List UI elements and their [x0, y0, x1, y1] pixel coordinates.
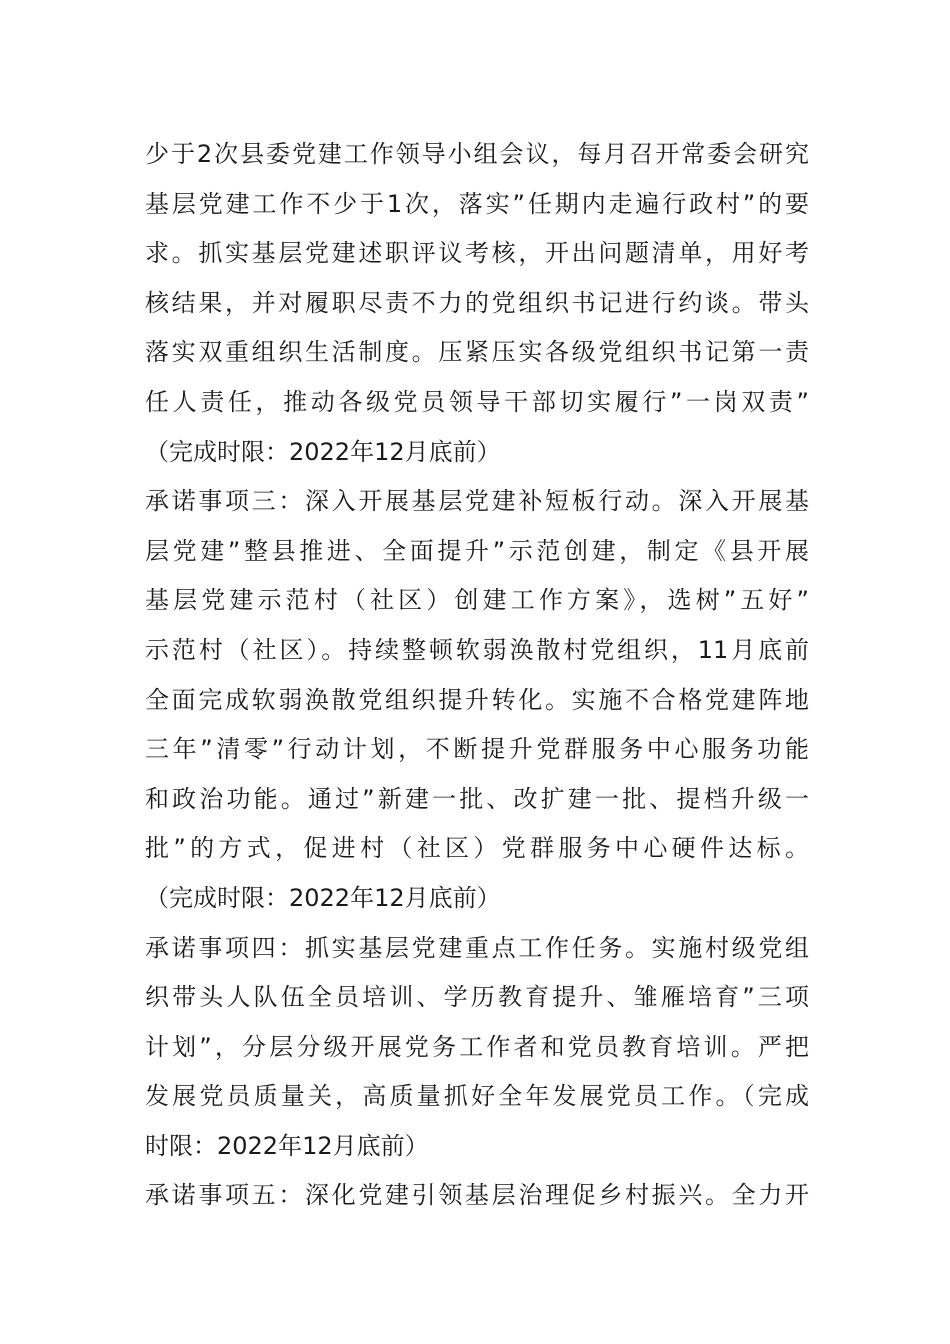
- deadline-line: 时限：2022年12月底前）: [145, 1131, 429, 1160]
- text-line: 和政治功能。通过”新建一批、改扩建一批、提档升级一: [145, 784, 809, 813]
- text-line: 层党建”整县推进、全面提升”示范创建，制定《县开展: [145, 536, 809, 565]
- text-line: 织带头人队伍全员培训、学历教育提升、雏雁培育”三项: [145, 983, 809, 1012]
- text-line: 落实双重组织生活制度。压紧压实各级党组织书记第一责: [145, 338, 809, 367]
- document-body: [145, 130, 809, 1221]
- text-line: 少于2次县委党建工作领导小组会议，每月召开常委会研究: [145, 140, 809, 168]
- deadline-line: （完成时限：2022年12月底前）: [145, 883, 501, 912]
- text-line: 计划”，分层分级开展党务工作者和党员教育培训。严把: [145, 1032, 809, 1061]
- text-line: 全面完成软弱涣散党组织提升转化。实施不合格党建阵地: [145, 685, 809, 714]
- text-line: 求。抓实基层党建述职评议考核，开出问题清单，用好考: [145, 239, 809, 268]
- deadline-line: （完成时限：2022年12月底前）: [145, 437, 501, 466]
- text-line: 核结果，并对履职尽责不力的党组织书记进行约谈。带头: [145, 288, 809, 317]
- text-line: 三年”清零”行动计划，不断提升党群服务中心服务功能: [145, 735, 809, 764]
- text-line: 承诺事项五：深化党建引领基层治理促乡村振兴。全力开: [145, 1181, 809, 1210]
- text-line: 承诺事项三：深入开展基层党建补短板行动。深入开展基: [145, 487, 809, 516]
- text-line: 任人责任，推动各级党员领导干部切实履行”一岗双责”: [145, 387, 809, 416]
- text-line: 基层党建示范村（社区）创建工作方案》，选树”五好”: [145, 586, 809, 615]
- text-line: 示范村（社区）。持续整顿软弱涣散村党组织，11月底前: [145, 635, 809, 664]
- text-line: 批”的方式，促进村（社区）党群服务中心硬件达标。: [145, 834, 809, 863]
- text-line: 基层党建工作不少于1次，落实”任期内走遍行政村”的要: [145, 189, 809, 218]
- text-line: 承诺事项四：抓实基层党建重点工作任务。实施村级党组: [145, 933, 809, 962]
- text-line: 发展党员质量关，高质量抓好全年发展党员工作。（完成: [145, 1082, 809, 1111]
